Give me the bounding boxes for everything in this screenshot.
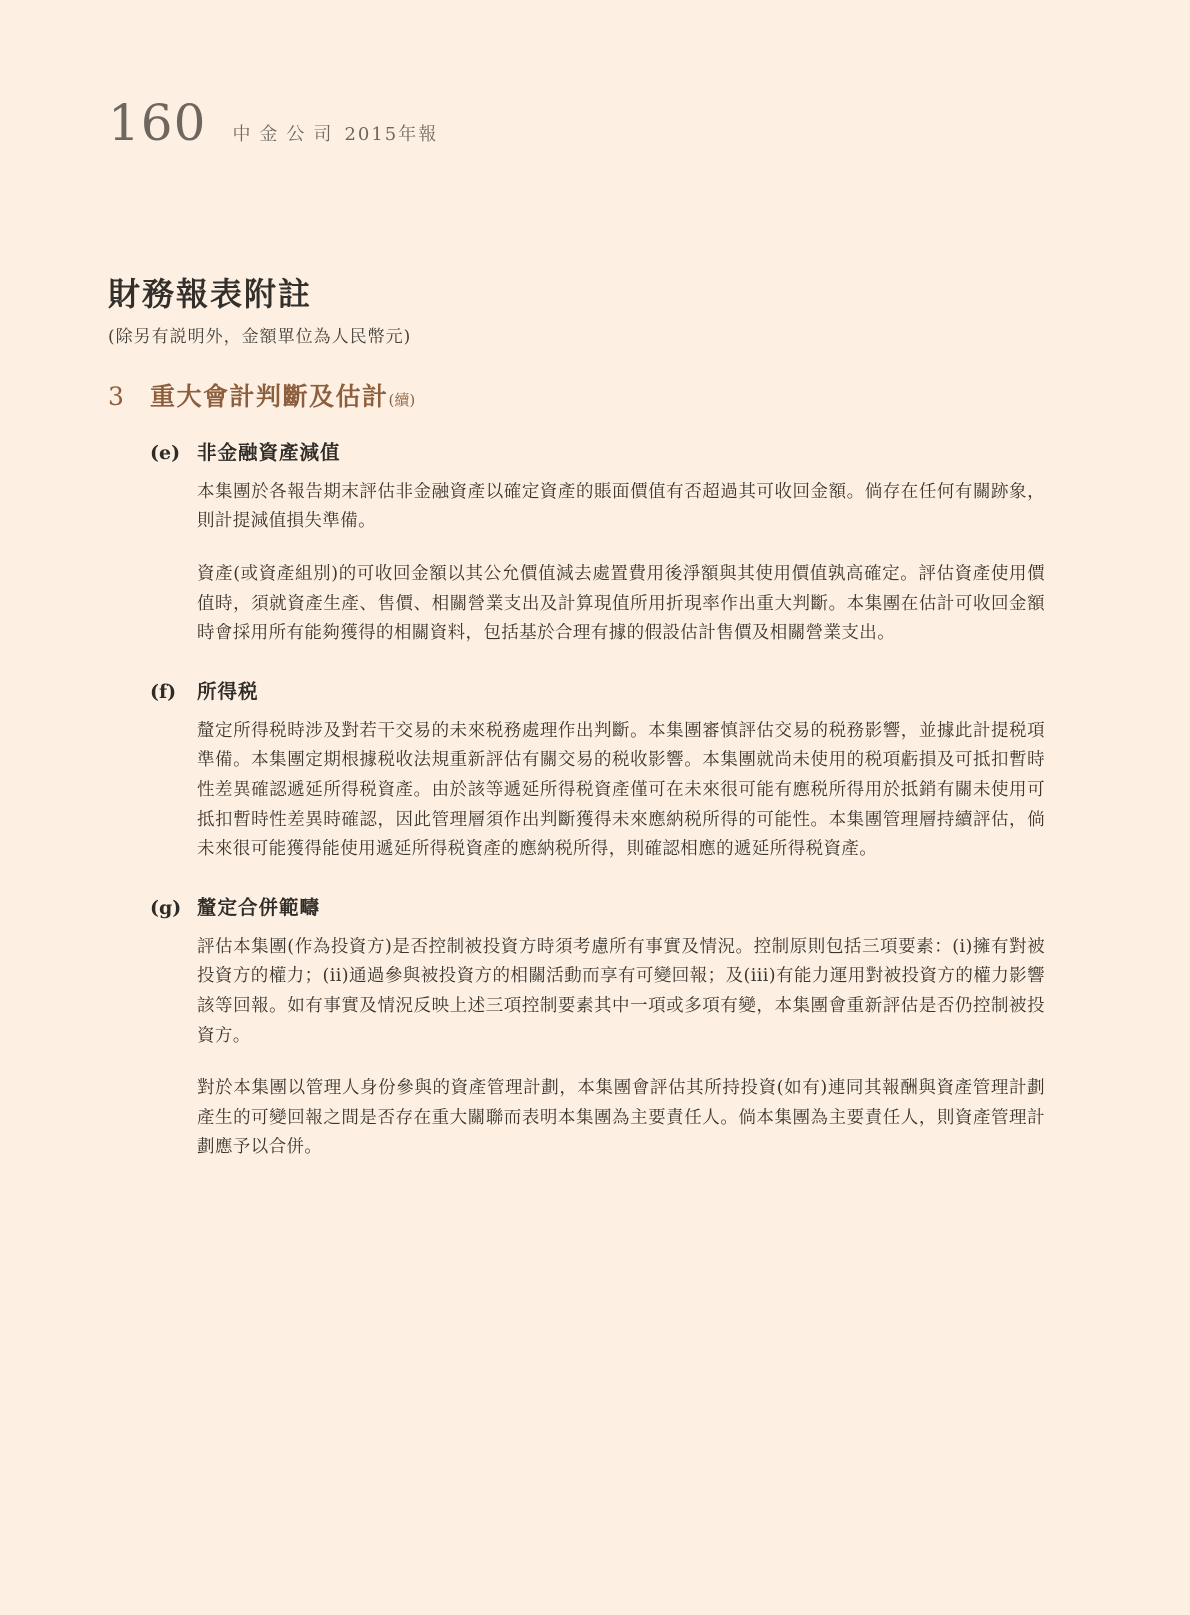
subsection-g bbox=[150, 892, 1045, 1163]
subsection-g-label: (g) bbox=[150, 896, 182, 919]
document-title: 財務報表附註 bbox=[108, 275, 313, 313]
subsection-f-heading bbox=[150, 676, 1045, 704]
section-title-text: 重大會計判斷及估計 bbox=[150, 381, 389, 411]
company-name: 中金公司 bbox=[232, 124, 341, 145]
paragraph: 資產(或資產組別)的可收回金額以其公允價值減去處置費用後淨額與其使用價值孰高確定。評估資產使用價值時，須就資產生產、售價、相關營業支出及計算現值所用折現率作出重大判斷。本集團在估計可收回金額時會採用所有能夠獲得的相關資料，包括基於合理有據的假設估計售價及相關營業支出。 bbox=[197, 563, 1045, 644]
subsection-g-body bbox=[197, 933, 1045, 1163]
paragraph: 釐定所得税時涉及對若干交易的未來税務處理作出判斷。本集團審慎評估交易的税務影響，並據此計提税項準備。本集團定期根據税收法規重新評估有關交易的税收影響。本集團就尚未使用的税項虧損及可抵扣暫時性差異確認遞延所得税資產。由於該等遞延所得税資產僅可在未來很可能有應税所得用於抵銷有關未使用可抵扣暫時性差異時確認，因此管理層須作出判斷獲得未來應納税所得的可能性。本集團管理層持續評估，倘未來很可能獲得能使用遞延所得税資產的應納税所得，則確認相應的遞延所得税資產。 bbox=[197, 720, 1045, 860]
page-header bbox=[108, 94, 1045, 152]
notes-content bbox=[108, 276, 1045, 1163]
paragraph: 本集團於各報告期末評估非金融資產以確定資產的賬面價值有否超過其可收回金額。倘存在任何有關跡象，則計提減值損失準備。 bbox=[197, 481, 1045, 532]
subsection-f-title: 所得税 bbox=[197, 679, 259, 703]
subsection-f-body bbox=[197, 717, 1045, 865]
report-year-label: 2015年報 bbox=[344, 124, 439, 145]
paragraph: 對於本集團以管理人身份參與的資產管理計劃，本集團會評估其所持投資(如有)連同其報酬與資產管理計劃產生的可變回報之間是否存在重大關聯而表明本集團為主要責任人。倘本集團為主要責任人，則資產管理計劃應予以合併。 bbox=[197, 1078, 1045, 1158]
section-number: 3 bbox=[108, 381, 124, 411]
subsection-e-body bbox=[197, 478, 1045, 649]
section-heading bbox=[108, 377, 1045, 413]
subsection-e-title: 非金融資產減值 bbox=[197, 440, 341, 464]
section-continued-label: (續) bbox=[388, 390, 416, 409]
subsection-e-heading bbox=[150, 437, 1045, 465]
subsection-g-title: 釐定合併範疇 bbox=[197, 895, 321, 919]
subsection-f bbox=[150, 676, 1045, 865]
subsection-g-heading bbox=[150, 892, 1045, 920]
paragraph: 評估本集團(作為投資方)是否控制被投資方時須考慮所有事實及情況。控制原則包括三項要素：(i)擁有對被投資方的權力；(ii)通過參與被投資方的相關活動而享有可變回報；及(iii)有能力運用對被投資方的權力影響該等回報。如有事實及情況反映上述三項控制要素其中一項或多項有變，本集團會重新評估是否仍控制被投資方。 bbox=[197, 936, 1045, 1046]
section-title bbox=[150, 377, 415, 413]
subsection-e-label: (e) bbox=[150, 441, 181, 464]
document-subtitle: (除另有説明外，金額單位為人民幣元) bbox=[108, 326, 412, 347]
subsection-e bbox=[150, 437, 1045, 649]
subsection-f-label: (f) bbox=[150, 680, 177, 703]
page-number: 160 bbox=[108, 94, 207, 152]
